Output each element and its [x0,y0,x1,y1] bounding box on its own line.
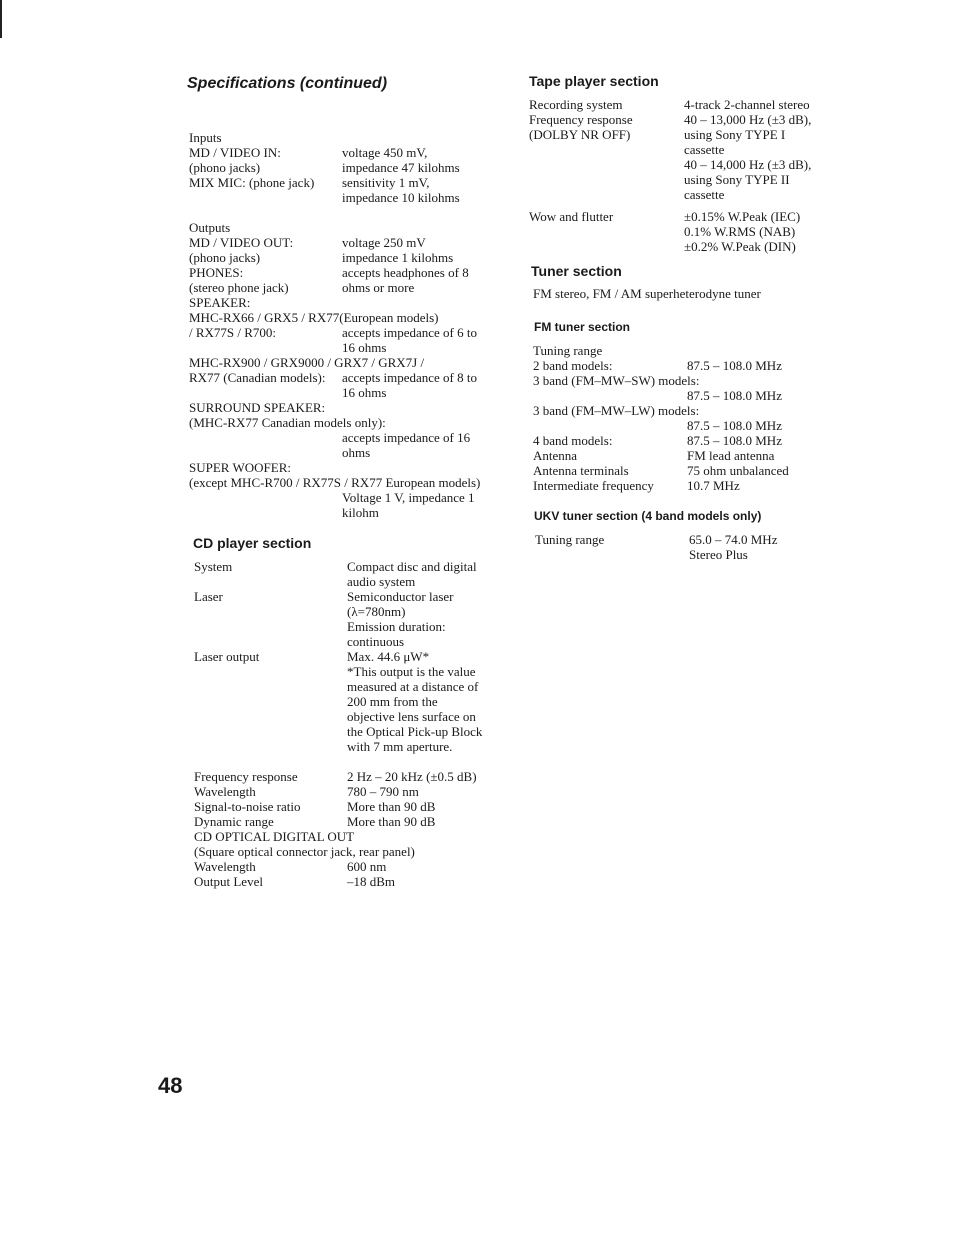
spec-label: Laser [194,589,223,604]
spec-label: Signal-to-noise ratio [194,799,301,814]
tuner-section-heading: Tuner section [531,263,622,279]
spec-value: sensitivity 1 mV, [342,175,430,190]
spec-value: (λ=780nm) [347,604,406,619]
spec-label: Outputs [189,220,231,235]
tuner-description: FM stereo, FM / AM superheterodyne tuner [533,286,761,301]
spec-label: 4 band models: [533,433,613,448]
spec-label: SUPER WOOFER: [189,460,291,475]
spec-value: FM lead antenna [687,448,775,463]
spec-value: impedance 47 kilohms [342,160,460,175]
spec-value: More than 90 dB [347,814,436,829]
spec-label: (DOLBY NR OFF) [529,127,631,142]
spec-label: 2 band models: [533,358,613,373]
page-edge-mark [0,0,2,38]
spec-label: Wavelength [194,784,256,799]
spec-label: (stereo phone jack) [189,280,289,295]
spec-value: objective lens surface on [347,709,476,724]
spec-label: Dynamic range [194,814,274,829]
spec-label: (except MHC-R700 / RX77S / RX77 European models) [189,475,481,490]
spec-label: Output Level [194,874,263,889]
spec-value: with 7 mm aperture. [347,739,453,754]
spec-label: Laser output [194,649,260,664]
spec-label: / RX77S / R700: [189,325,277,340]
spec-value: 87.5 – 108.0 MHz [687,388,782,403]
spec-value: 10.7 MHz [687,478,740,493]
spec-value: –18 dBm [347,874,396,889]
spec-value: continuous [347,634,405,649]
spec-value: More than 90 dB [347,799,436,814]
spec-value: the Optical Pick-up Block [347,724,483,739]
page-number: 48 [158,1073,183,1098]
spec-label: System [194,559,233,574]
spec-value: Voltage 1 V, impedance 1 [342,490,475,505]
page-title: Specifications (continued) [187,75,388,92]
spec-value: 87.5 – 108.0 MHz [687,433,782,448]
spec-value: using Sony TYPE II [684,172,790,187]
spec-label: 3 band (FM–MW–SW) models: [533,373,700,388]
spec-label: (Square optical connector jack, rear panel) [194,844,415,859]
spec-value: Max. 44.6 μW* [347,649,430,664]
spec-value: Semiconductor laser [347,589,454,604]
spec-label: MD / VIDEO IN: [189,145,281,160]
spec-label: SPEAKER: [189,295,251,310]
spec-label: (phono jacks) [189,250,261,265]
spec-label: Wow and flutter [529,209,614,224]
ukv-tuner-heading: UKV tuner section (4 band models only) [534,509,762,523]
spec-value: kilohm [342,505,379,520]
spec-value: accepts impedance of 6 to [342,325,477,340]
spec-value: 87.5 – 108.0 MHz [687,418,782,433]
spec-value: accepts impedance of 8 to [342,370,477,385]
spec-label: Wavelength [194,859,256,874]
spec-value: voltage 450 mV, [342,145,428,160]
spec-value: 600 nm [347,859,387,874]
spec-value: using Sony TYPE I [684,127,786,142]
spec-value: ±0.15% W.Peak (IEC) [684,209,801,224]
spec-value: 16 ohms [342,340,387,355]
spec-label: PHONES: [189,265,244,280]
spec-label: MIX MIC: (phone jack) [189,175,315,190]
fm-tuner-heading: FM tuner section [534,320,631,334]
spec-label: MHC-RX900 / GRX9000 / GRX7 / GRX7J / [189,355,425,370]
spec-label: Frequency response [529,112,633,127]
spec-value: 65.0 – 74.0 MHz [689,532,778,547]
spec-value: Emission duration: [347,619,446,634]
tape-section-heading: Tape player section [529,73,659,89]
spec-label: Antenna [533,448,578,463]
spec-label: Tuning range [533,343,603,358]
spec-value: cassette [684,187,725,202]
spec-value: ohms or more [342,280,415,295]
spec-label: Antenna terminals [533,463,629,478]
spec-value: 2 Hz – 20 kHz (±0.5 dB) [347,769,477,784]
spec-label: SURROUND SPEAKER: [189,400,326,415]
spec-value: 87.5 – 108.0 MHz [687,358,782,373]
spec-value: 16 ohms [342,385,387,400]
spec-label: Inputs [189,130,222,145]
spec-value: 4-track 2-channel stereo [684,97,810,112]
spec-value: accepts headphones of 8 [342,265,469,280]
spec-label: MD / VIDEO OUT: [189,235,294,250]
spec-value: *This output is the value [347,664,476,679]
spec-label: RX77 (Canadian models): [189,370,326,385]
spec-label: CD OPTICAL DIGITAL OUT [194,829,355,844]
spec-value: 0.1% W.RMS (NAB) [684,224,796,239]
spec-value: 780 – 790 nm [347,784,419,799]
spec-label: Recording system [529,97,623,112]
spec-value: impedance 10 kilohms [342,190,460,205]
spec-value: 40 – 13,000 Hz (±3 dB), [684,112,812,127]
spec-value: accepts impedance of 16 [342,430,471,445]
spec-value: ohms [342,445,371,460]
spec-value: impedance 1 kilohms [342,250,454,265]
spec-label: Intermediate frequency [533,478,654,493]
spec-label: (MHC-RX77 Canadian models only): [189,415,386,430]
spec-label: Tuning range [535,532,605,547]
spec-value: voltage 250 mV [342,235,426,250]
cd-section-heading: CD player section [193,535,312,551]
spec-value: measured at a distance of [347,679,479,694]
spec-value: audio system [347,574,416,589]
spec-value: Compact disc and digital [347,559,477,574]
spec-value: cassette [684,142,725,157]
spec-value: 75 ohm unbalanced [687,463,789,478]
spec-value: 200 mm from the [347,694,438,709]
spec-label: Frequency response [194,769,298,784]
spec-value: Stereo Plus [689,547,748,562]
spec-label: (phono jacks) [189,160,261,175]
spec-label: MHC-RX66 / GRX5 / RX77(European models) [189,310,439,325]
spec-value: 40 – 14,000 Hz (±3 dB), [684,157,812,172]
spec-value: ±0.2% W.Peak (DIN) [684,239,796,254]
spec-label: 3 band (FM–MW–LW) models: [533,403,700,418]
